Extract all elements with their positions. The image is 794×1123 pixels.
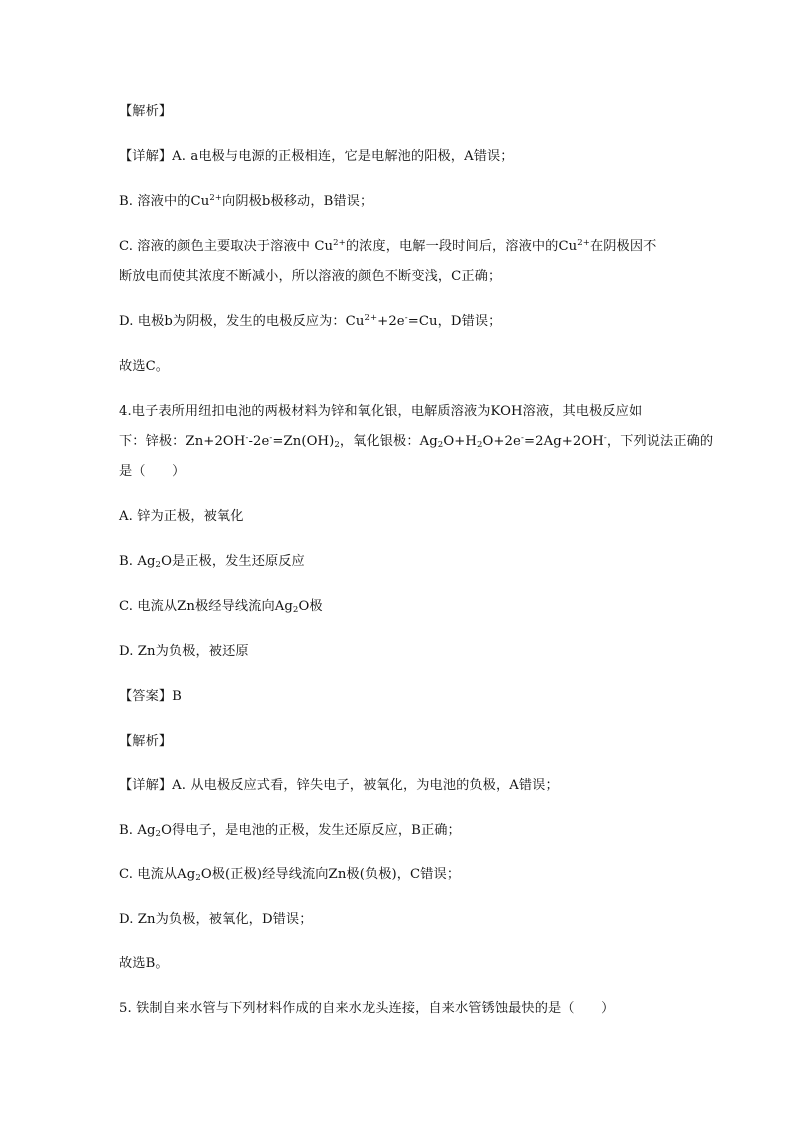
q4-conclusion: 故选B。 — [119, 956, 169, 971]
q4-stem-line1: 4.电子表所用纽扣电池的两极材料为锌和氧化银，电解质溶液为KOH溶液，其电极反应如 — [119, 404, 643, 419]
q4-answer: 【答案】B — [119, 689, 182, 704]
detail-label: 【详解】 — [119, 149, 173, 164]
q4-detail-c: C. 电流从$Ag_2O$极(正极)经导线流向Zn极(负极)，C错误； — [119, 867, 461, 883]
q4-option-a: A. 锌为正极，被氧化 — [119, 509, 244, 524]
detail-label: 【详解】 — [119, 778, 173, 793]
q3-analysis-header: 【解析】 — [119, 104, 173, 119]
q5-stem: 5. 铁制自来水管与下列材料作成的自来水龙头连接，自来水管锈蚀最快的是（ ） — [119, 1001, 615, 1016]
q4-detail-b: B. $Ag_2O$得电子，是电池的正极，发生还原反应，B正确； — [119, 823, 461, 839]
q3-detail-d: D. 电极b为阴极，发生的电极反应为：$Cu^{2+}+2e^-=Cu$，D错误； — [119, 313, 502, 329]
q4-detail-d: D. Zn为负极，被氧化，D错误； — [119, 912, 313, 927]
q3-detail-b: B. 溶液中的$Cu^{2+}$向阴极b极移动，B错误； — [119, 193, 374, 209]
q3-detail-c-line1: C. 溶液的颜色主要取决于溶液中 $Cu^{2+}$的浓度，电解一段时间后，溶液中的$Cu^{2+}$在阴极因不 — [119, 238, 657, 254]
q4-option-d: D. Zn为负极，被还原 — [119, 644, 249, 659]
q4-stem-line2: 下：锌极：$Zn+2OH^--2e^-=Zn(OH)_2$，氧化银极：$Ag_2O+H_2O+2e^-=2Ag+2OH^-$，下列说法正确的 — [119, 433, 714, 450]
q4-detail-a: 【详解】A. 从电极反应式看，锌失电子，被氧化，为电池的负极，A错误； — [119, 778, 559, 793]
q3-detail-c-line2: 断放电而使其浓度不断减小，所以溶液的颜色不断变浅，C正确； — [119, 269, 502, 284]
q4-option-c: C. 电流从Zn极经导线流向$Ag_2O$极 — [119, 599, 323, 615]
q3-conclusion: 故选C。 — [119, 359, 170, 374]
q4-option-b: B. $Ag_2O$是正极，发生还原反应 — [119, 554, 305, 570]
q4-analysis-header: 【解析】 — [119, 734, 173, 749]
q3-detail-a: 【详解】A. a电极与电源的正极相连，它是电解池的阳极，A错误； — [119, 149, 514, 164]
q4-stem-line3: 是（ ） — [119, 464, 186, 479]
